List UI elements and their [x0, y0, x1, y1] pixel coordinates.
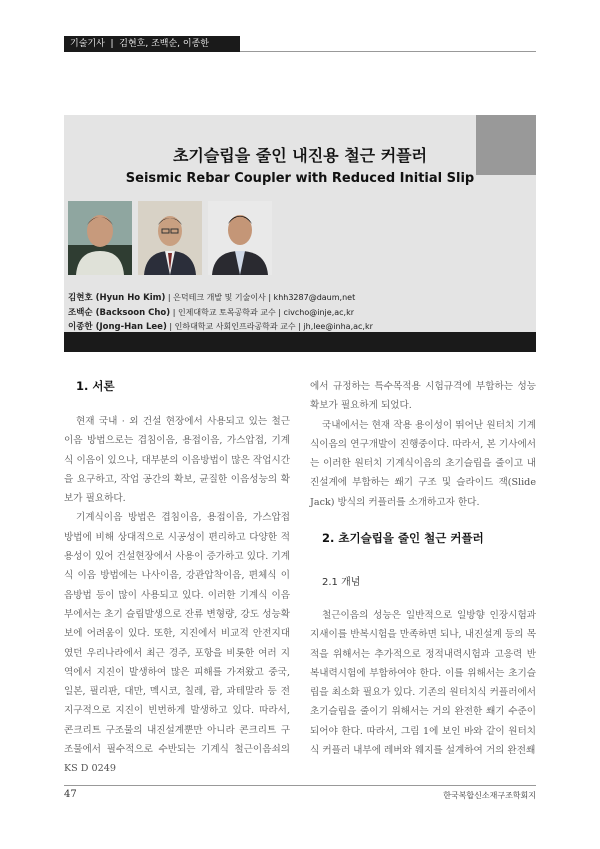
header-divider: | [107, 39, 120, 49]
left-column [64, 412, 290, 779]
running-authors: 김현호, 조백순, 이종한 [119, 39, 209, 49]
header-footer-bar [64, 332, 536, 352]
section-heading-1: 1. 서론 [76, 379, 115, 393]
author-photo-2 [138, 201, 202, 275]
author-name: 김현호 (Hyun Ho Kim) [68, 293, 166, 303]
author-photo-3 [208, 201, 272, 275]
author-affiliation: | 인제대학교 토목공학과 교수 | civcho@inje,ac,kr [170, 307, 355, 317]
footer-rule [64, 785, 536, 786]
author-list [68, 291, 373, 335]
author-photo-1 [68, 201, 132, 275]
paragraph: 국내에서는 현재 작용 용이성이 뛰어난 원터치 기계식이음의 연구개발이 진행중이다. 따라서, 본 기사에서는 이러한 원터치 기계식이음의 초기슬립을 줄이고 내진설계에 부합하는 쐐기 구조 및 슬라이드 잭(Slide Jack) 방식의 커플러를 소개하고자 한다. [310, 419, 536, 508]
paragraph: 현재 국내 · 외 건설 현장에서 사용되고 있는 철근 이음 방법으로는 겹침이음, 용접이음, 가스압접, 기계식 이음이 있으나, 대부분의 이음방법이 많은 작업시간을 요구하고, 작업 공간의 확보, 균질한 이음성능의 확보가 필요하다. [64, 416, 290, 505]
header-rule [240, 51, 536, 52]
author-line [68, 306, 373, 321]
title-english: Seismic Rebar Coupler with Reduced Initial Slip [125, 171, 475, 186]
title-korean: 초기슬립을 줄인 내진용 철근 커플러 [172, 146, 428, 165]
author-affiliation: | 인하대학교 사회인프라공학과 교수 | jh,lee@inha,ac,kr [166, 322, 373, 331]
article-header [64, 115, 536, 352]
right-column-bottom [310, 606, 536, 760]
author-line [68, 291, 373, 306]
author-name: 이종한 (Jong-Han Lee) [68, 322, 167, 332]
running-header [64, 36, 240, 52]
author-affiliation: | 은덕테크 개발 및 기술이사 | khh3287@daum,net [165, 293, 356, 302]
section-heading-2: 2. 초기슬립을 줄인 철근 커플러 [322, 531, 484, 545]
paragraph: 에서 규정하는 특수목적용 시험규격에 부합하는 성능 확보가 필요하게 되었다. [310, 381, 536, 412]
subsection-heading: 2.1 개념 [322, 577, 361, 588]
paragraph: 철근이음의 성능은 일반적으로 일방향 인장시험과 지새이를 반복시험을 만족하면 되나, 내진설계 등의 목적을 위해서는 추가적으로 정적내력시험과 고응력 반복내력시험에 부합하여야 한다. 이를 위해서는 초기슬립을 최소화 필요가 있다. 기존의 원터치식 커플러에서 초기슬립을 줄이기 위해서는 거의 완전한 쐐기 수준이 되어야 한다. 따라서, 그림 1에 보인 바와 같이 원터치식 커플러 내부에 레버와 웨지를 설계하여 거의 완전쐐 [310, 610, 536, 757]
section-label: 기술기사 [70, 39, 105, 49]
right-column-top [310, 377, 536, 512]
journal-name: 한국복합신소재구조학회지 [443, 791, 536, 800]
paragraph: 기계식이음 방법은 겹침이음, 용접이음, 가스압접 방법에 비해 상대적으로 시공성이 편리하고 다양한 적용성이 있어 건설현장에서 사용이 증가하고 있다. 기계식 이음 방법에는 나사이음, 강관압착이음, 편체식 이음방법 등이 많이 사용되고 있다. 이러한 기계식 이음부에서는 초기 슬립발생으로 잔류 변형량, 강도 성능확보에 어려움이 있다. 또한, 지진에서 비교적 안전지대였던 우리나라에서 최근 경주, 포항을 비롯한 여러 지역에서 지진이 발생하여 많은 피해를 가져왔고 중국, 일본, 필리판, 대만, 멕시코, 칠레, 괌, 과테말라 등 전 지구적으로 지진이 빈번하게 발생하고 있다. 따라서, 콘크리트 구조물의 내진설계뿐만 아니라 콘크리트 구조물에서 필수적으로 수반되는 기계식 철근이음쇠의 KS D 0249 [64, 512, 290, 775]
author-name: 조백순 (Backsoon Cho) [68, 307, 171, 318]
page-number: 47 [64, 789, 77, 800]
